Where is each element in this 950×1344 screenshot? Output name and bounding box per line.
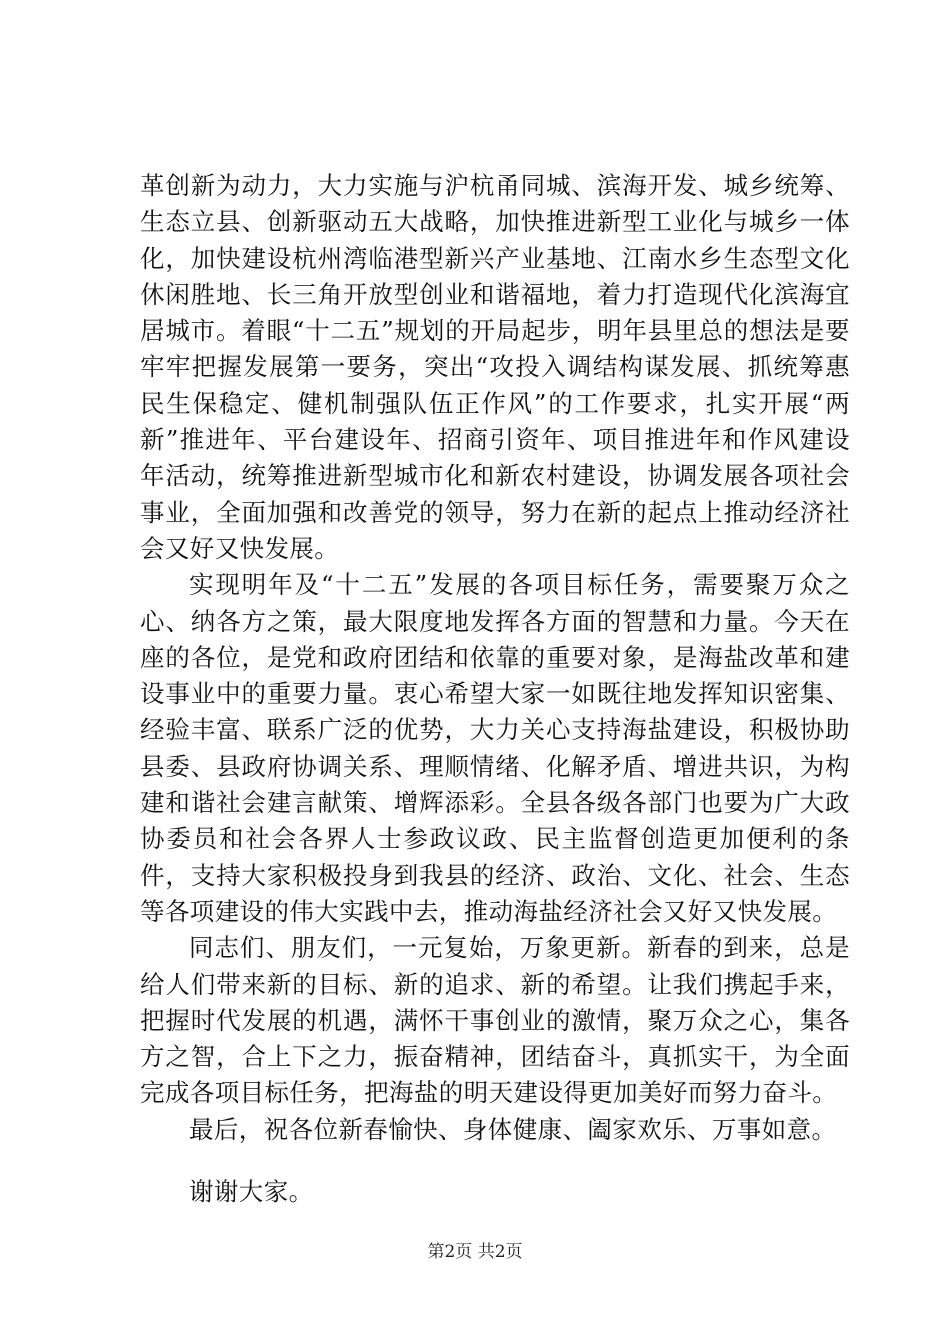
paragraph-call-to-action: 同志们、朋友们，一元复始，万象更新。新春的到来，总是给人们带来新的目标、新的追求、新的希望。让我们携起手来，把握时代发展的机遇，满怀干事创业的激情，聚万众之心，集各方之智，合上下之力，振奋精神，团结奋斗，真抓实干，为全面完成各项目标任务，把海盐的明天建设得更加美好而努力奋斗。 [140, 933, 850, 1108]
document-body [140, 168, 850, 1210]
paragraph-blessing: 最后，祝各位新春愉快、身体健康、阖家欢乐、万事如意。 [189, 1114, 837, 1144]
page-number-footer: 第2页 共2页 [427, 1242, 523, 1262]
paragraph-continued: 革创新为动力，大力实施与沪杭甬同城、滨海开发、城乡统筹、生态立县、创新驱动五大战略，加快推进新型工业化与城乡一体化，加快建设杭州湾临港型新兴产业基地、江南水乡生态型文化休闲胜地、长三角开放型创业和谐福地，着力打造现代化滨海宜居城市。着眼“十二五”规划的开局起步，明年县里总的想法是要牢牢把握发展第一要务，突出“攻投入调结构谋发展、抓统筹惠民生保稳定、健机制强队伍正作风”的工作要求，扎实开展“两新”推进年、平台建设年、招商引资年、项目推进年和作风建设年活动，统筹推进新型城市化和新农村建设，协调发展各项社会事业，全面加强和改善党的领导，努力在新的起点上推动经济社会又好又快发展。 [140, 171, 850, 563]
paragraph-goals: 实现明年及“十二五”发展的各项目标任务，需要聚万众之心、纳各方之策，最大限度地发挥各方面的智慧和力量。今天在座的各位，是党和政府团结和依靠的重要对象，是海盐改革和建设事业中的重要力量。衷心希望大家一如既往地发挥知识密集、经验丰富、联系广泛的优势，大力关心支持海盐建设，积极协助县委、县政府协调关系、理顺情绪、化解矛盾、增进共识，为构建和谐社会建言献策、增辉添彩。全县各级各部门也要为广大政协委员和社会各界人士参政议政、民主监督创造更加便利的条件，支持大家积极投身到我县的经济、政治、文化、社会、生态等各项建设的伟大实践中去，推动海盐经济社会又好又快发展。 [140, 570, 850, 926]
paragraph-thanks: 谢谢大家。 [189, 1177, 314, 1207]
